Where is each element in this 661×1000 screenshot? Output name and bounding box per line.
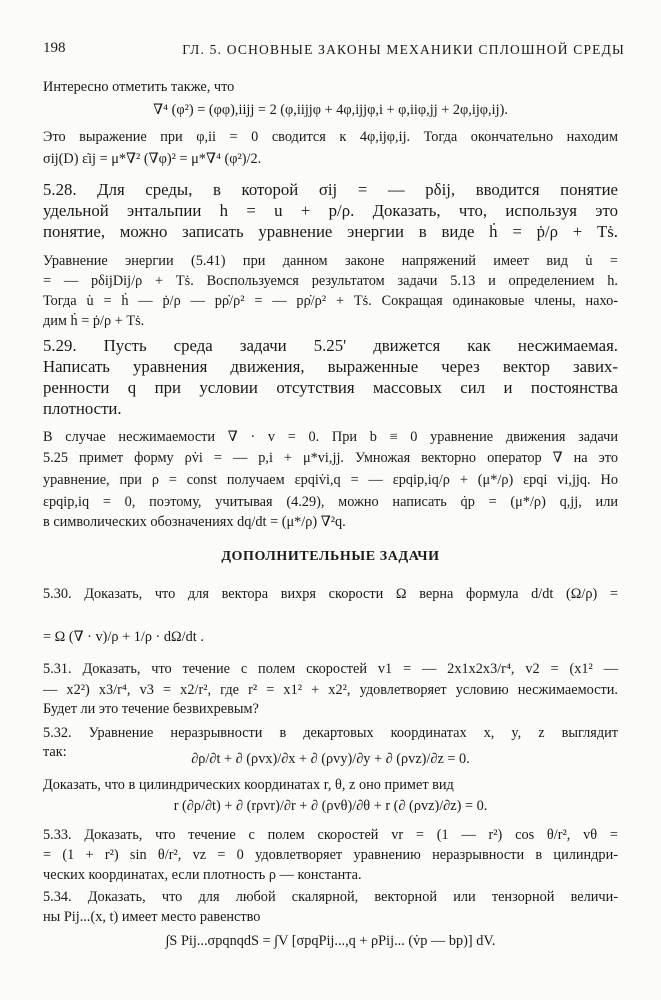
problem-line: 5.34. Доказать, что для любой скалярной, векторной или тензорной величи- [43,889,618,905]
problem-line: понятие, можно записать уравнение энергии в виде ḣ = ṗ/ρ + Tṡ. [43,222,618,241]
formula-line: σij(D) ε̇ij = μ*∇² (∇φ)² = μ*∇⁴ (φ²)/2. [43,151,262,167]
problem-line: удельной энтальпии h = u + p/ρ. Доказать, что, используя это [43,201,618,220]
problem-line: 5.29. Пусть среда задачи 5.25' движется как несжимаемая. [43,336,618,355]
problem-line: 5.33. Доказать, что течение с полем скоростей vr = (1 — r²) cos θ/r², vθ = [43,827,618,843]
formula-line: ∫S Pij...σpqnqdS = ∫V [σpqPij...,q + ρPij... (v̇p — bp)] dV. [165,933,496,949]
solution-line: дим ḣ = ṗ/ρ + Tṡ. [43,313,145,329]
problem-line: 5.31. Доказать, что течение с полем скоростей v1 = — 2x1x2x3/r⁴, v2 = (x1² — [43,661,618,677]
solution-line: уравнение, при ρ = const получаем εpqiv̇i,q = — εpqip,iq/ρ + (μ*/ρ) εpqi vi,jjq. Но [43,472,618,488]
problem-line: так: [43,744,67,760]
formula-line: ∇⁴ (φ²) = (φφ),iijj = 2 (φ,iijjφ + 4φ,ijjφ,i + φ,iiφ,jj + 2φ,ijφ,ij). [153,102,508,118]
page-number: 198 [43,40,66,56]
running-title: ГЛ. 5. ОСНОВНЫЕ ЗАКОНЫ МЕХАНИКИ СПЛОШНОЙ СРЕДЫ [182,42,625,57]
solution-line: в символических обозначениях dq/dt = (μ*/ρ) ∇²q. [43,514,346,530]
problem-line: — x2²) x3/r⁴, v3 = x2/r², где r² = x1² + x2², удовлетворяет условию несжимаемости. [43,682,618,698]
problem-line: 5.30. Доказать, что для вектора вихря скорости Ω верна формула d/dt (Ω/ρ) = [43,586,618,602]
problem-line: = (1 + r²) sin θ/r², vz = 0 удовлетворяет уравнению неразрывности в цилиндри- [43,847,618,863]
problem-line: ны Pij...(x, t) имеет место равенство [43,909,261,925]
problem-line: Будет ли это течение безвихревым? [43,701,259,717]
problem-line: 5.32. Уравнение неразрывности в декартовых координатах x, y, z выглядит [43,725,618,741]
text-line: Это выражение при φ,ii = 0 сводится к 4φ,ijφ,ij. Тогда окончательно находим [43,129,618,145]
formula-line: ∂ρ/∂t + ∂ (ρvx)/∂x + ∂ (ρvy)/∂y + ∂ (ρvz)/∂z = 0. [191,751,470,767]
problem-line: ческих координатах, если плотность ρ — константа. [43,867,362,883]
text-line: Интересно отметить также, что [43,79,235,95]
solution-line: Уравнение энергии (5.41) при данном законе напряжений имеет вид u̇ = [43,253,618,269]
formula-line: r (∂ρ/∂t) + ∂ (rρvr)/∂r + ∂ (ρvθ)/∂θ + r (∂ (ρvz)/∂z) = 0. [173,798,488,814]
problem-line: ренности q при условии отсутствия массовых сил и постоянства [43,378,618,397]
section-heading: ДОПОЛНИТЕЛЬНЫЕ ЗАДАЧИ [221,549,440,564]
solution-line: 5.25 примет форму ρv̇i = — p,i + μ*vi,jj. Умножая векторно оператор ∇ на это [43,450,618,466]
problem-line: плотности. [43,399,122,418]
solution-line: = — pδijDij/ρ + Tṡ. Воспользуемся результатом задачи 5.13 и определением h. [43,273,618,289]
problem-line: Написать уравнения движения, выраженные через вектор завих- [43,357,618,376]
solution-line: В случае несжимаемости ∇ · v = 0. При b ≡ 0 уравнение движения задачи [43,429,618,445]
problem-line: 5.28. Для среды, в которой σij = — pδij, вводится понятие [43,180,618,199]
problem-line: Доказать, что в цилиндрических координатах r, θ, z оно примет вид [43,777,454,793]
page-header [43,40,625,62]
solution-line: εpqip,iq = 0, поэтому, учитывая (4.29), можно написать q̇p = (μ*/ρ) q,jj, или [43,494,618,510]
formula-line: = Ω (∇ · v)/ρ + 1/ρ · dΩ/dt . [43,629,204,645]
solution-line: Тогда u̇ = ḣ — ṗ/ρ — pρ̇/ρ² = — pρ̇/ρ² + Tṡ. Сокращая одинаковые члены, нахо- [43,293,618,309]
